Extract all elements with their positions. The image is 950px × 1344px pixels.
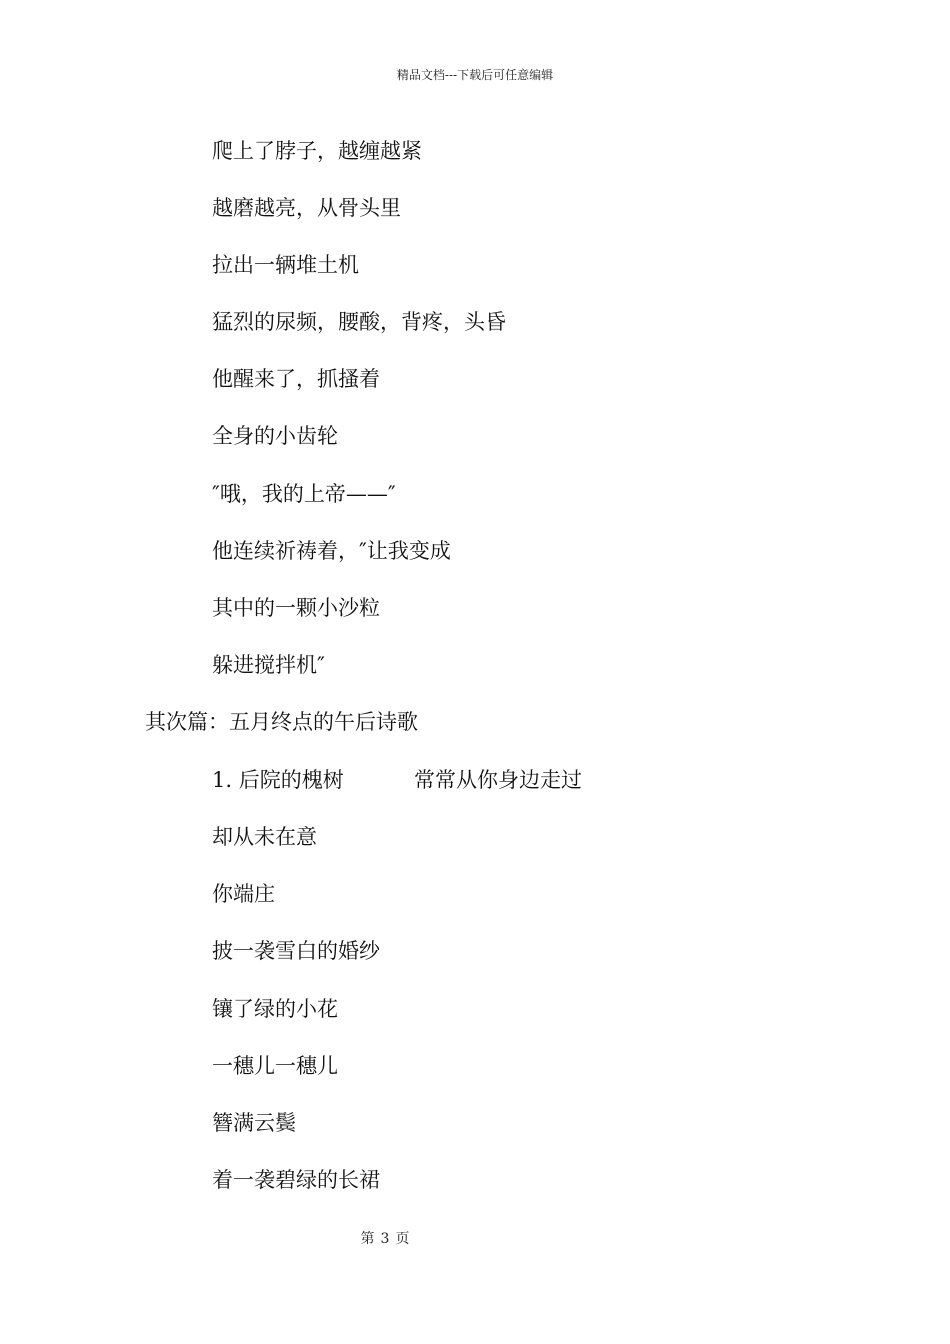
page-number-prefix: 第 [360, 1231, 375, 1247]
poem-line: 躲进搅拌机″ [212, 653, 325, 677]
poem-line: 爬上了脖子，越缠越紧 [212, 139, 422, 163]
poem-line: 簪满云鬓 [212, 1111, 296, 1135]
poem-line: 镶了绿的小花 [212, 997, 338, 1021]
poem-line: 他醒来了，抓搔着 [212, 367, 380, 391]
poem-line: ″哦，我的上帝——″ [212, 482, 396, 506]
page-number-suffix: 页 [395, 1231, 410, 1247]
poem-line: 其中的一颗小沙粒 [212, 596, 380, 620]
poem-title: 1. 后院的槐树 [212, 768, 344, 792]
poem-line: 全身的小齿轮 [212, 424, 338, 448]
page-header: 精品文档---下载后可任意编辑 [396, 68, 554, 82]
poem-line: 着一袭碧绿的长裙 [212, 1168, 380, 1192]
poem-line: 越磨越亮，从骨头里 [212, 196, 401, 220]
section-heading: 其次篇：五月终点的午后诗歌 [145, 710, 418, 734]
poem-line: 拉出一辆堆土机 [212, 253, 359, 277]
poem-line: 猛烈的尿频，腰酸，背疼，头昏 [212, 310, 506, 334]
poem-line: 一穗儿一穗儿 [212, 1054, 338, 1078]
poem-line: 常常从你身边走过 [414, 768, 582, 792]
poem-line: 你端庄 [212, 882, 275, 906]
poem-line: 却从未在意 [212, 825, 317, 849]
page-footer [0, 1228, 770, 1248]
page-number: 3 [380, 1231, 390, 1247]
poem-line: 披一袭雪白的婚纱 [212, 939, 380, 963]
poem-line: 他连续祈祷着，″让我变成 [212, 539, 451, 563]
